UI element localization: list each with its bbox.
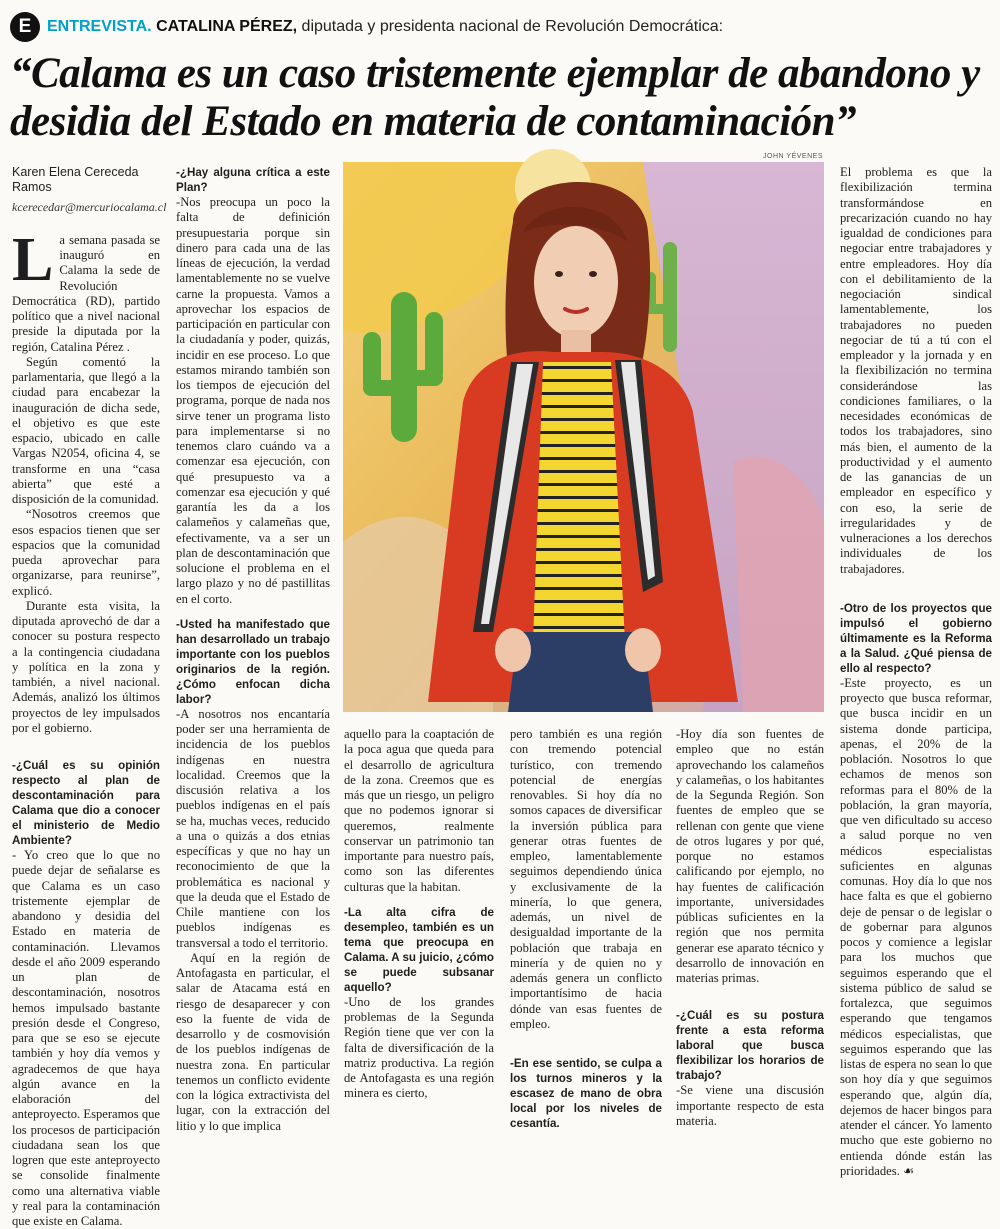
- paragraph: El problema es que la flexibilización termina transformándose en precarización cuando no hay igualdad de condiciones para negociar entre trabajadores y entre empleadores. Hoy día con el debilitamiento de la negociación sindical lamentablemente, los trabajadores no pueden negociar de tú a tú con el empleador y la jornada y en la flexibilización no termina considerándose las condiciones familiares, o la necesidades económicas de todos los trabajadores, sino más bien, el aumento de la productividad y el aumento de las ganancias de un empleador en específico y con eso, la serie de irregularidades y de vulneraciones a los derechos individuales de los trabajadores.: [840, 165, 992, 576]
- photo-credit: JOHN YÉVENES: [763, 153, 823, 160]
- answer: aquello para la coaptación de la poca agua que queda para el desarrollo de agricultura de la zona. Creemos que es más que un riesgo, un peligro que no podemos ignorar si queremos, realmente conservar un patrimonio tan importante para nuestro país, como son las diferentes culturas que la habitan.: [344, 727, 494, 894]
- article-header: [10, 10, 990, 44]
- question: -¿Hay alguna crítica a este Plan?: [176, 166, 330, 194]
- answer: -Nos preocupa un poco la falta de definición presupuestaria porque sin dinero para cada una de las líneas de ejecución, la verdad lamentablemente no se vuelve carne la propuesta. Vamos a aprovechar los espacios de participación en particular con la ciudadanía y poder, quizás, incidir en ese proceso. Lo que estamos mirando también son los tiempos de ejecución del programa, porque de nada nos sirve tener un programa listo para implementarse si no tenemos claro cuándo va a comenzar esa ejecución, con qué presupuesto va a comenzar esa ejecución y qué garantía les da a los calameños y calameñas que, efectivamente, va a ser un plan de descontaminación que solucione el problema en el largo plazo y no dé pastillitas en el corto.: [176, 195, 330, 606]
- section-label: ENTREVISTA.: [47, 18, 152, 35]
- question: -¿Cuál es su opinión respecto al plan de descontaminación para Calama que dio a conocer el ministerio de Medio Ambiente?: [12, 759, 160, 847]
- interviewee-role: diputada y presidenta nacional de Revolución Democrática:: [297, 18, 724, 35]
- question: -Otro de los proyectos que impulsó el gobierno últimamente es la Reforma a la Salud. ¿Qué piensa de ello al respecto?: [840, 601, 992, 675]
- answer: -Hoy día son fuentes de empleo que no están aprovechando los calameños y calameñas, o los habitantes de la Segunda Región. Son fuentes de empleo que se rellenan con gente que viene de otros lugares y por qué, porque no estamos calificando por ejemplo, no hay fuentes de calificación importante, universidades públicas suficientes en la región que nos permita generar ese aparato técnico y desarrollo de innovación en materias primas.: [676, 727, 824, 985]
- question: -Usted ha manifestado que han desarrollado un trabajo importante con los pueblos originarios de la región. ¿Cómo enfocan dicha labor?: [176, 617, 330, 706]
- column-5: [676, 727, 824, 1129]
- answer: -Se viene una discusión importante respecto de esta materia.: [676, 1083, 824, 1128]
- byline-author: Karen Elena Cereceda Ramos: [12, 165, 139, 195]
- lead-paragraph: La semana pasada se inauguró en Calama la sede de Revolución Democrática (RD), partido político que a nivel nacional preside la diputada por la región, Catalina Pérez .: [12, 225, 160, 354]
- kicker-line: [47, 18, 723, 36]
- paragraph: Durante esta visita, la diputada aprovechó de dar a conocer su postura respecto a la contingencia ciudadana y política en la zona y también, a nivel nacional. Además, analizó los últimos proyectos de ley impulsados por el gobierno.: [12, 598, 160, 735]
- answer: -Este proyecto, es un proyecto que busca reformar, que busca incidir en un sistema donde participa, apenas, el 20% de la población. Nosotros lo que echamos de menos son reformas para el 80% de la población, la gran mayoría, que ven dificultado su acceso a salud porque no ven médicos especialistas suficientes en algunas comunas. Hoy día lo que nos hace falta es que el gobierno deje de pensar o de legislar o de gobernar para algunos pocos y comience a legislar para los muchos que seguimos esperando que el sistema público de salud se fortalezca, que seguimos esperando que tengamos médicos especialistas, que seguimos esperando que las listas de espera no sean lo que son hoy día y que seguimos esperando que, algún día, dejemos de hacer bingos para atender el cáncer. Yo lamento mucho que este gobierno no entienda dónde están las prioridades. ☙: [840, 675, 992, 1178]
- dropcap: L: [12, 225, 54, 294]
- portrait-illustration: [343, 162, 824, 712]
- interviewee-name: CATALINA PÉREZ,: [156, 18, 298, 35]
- question: -En ese sentido, se culpa a los turnos mineros y la escasez de mano de obra local por los niveles de cesantía.: [510, 1057, 662, 1130]
- answer: pero también es una región con tremendo potencial turístico, con tremendo potencial de energías renovables. Si hoy día no somos capaces de diversificar la inversión pública para generar otras fuentes de empleo, lamentablemente seguimos dependiendo única y exclusivamente de la minería, lo que genera, además, un nivel de desigualdad importante de la población que trabaja en minería y de quien no y además genera un conflicto importantísimo de hacia dónde van esas fuentes de empleo.: [510, 727, 662, 1031]
- column-2: [176, 165, 330, 1134]
- answer: -A nosotros nos encantaría poder ser una herramienta de incidencia de los pueblos indígenas en nuestra localidad. Creemos que la discusión relativa a los pueblos indígenas en el país se ha, muchas veces, reducido a una o quizás a dos etnias específicas y que no hay un reconocimiento de que la problemática es nacional y que la deuda que el Estado de Chile mantiene con los pueblos indígenas es transversal a todo el territorio.: [176, 706, 330, 950]
- section-badge: E: [10, 12, 40, 42]
- portrait-photo: [343, 162, 824, 712]
- paragraph: Aquí en la región de Antofagasta en particular, el salar de Atacama está en riesgo de desaparecer y con eso la fuente de vida de desarrollo y de cosmovisión de los pueblos indígenas de nuestra zona. En particular tenemos un conflicto evidente con la lógica extractivista del lugar, con la extracción del litio y lo que implica: [176, 950, 330, 1133]
- question: -¿Cuál es su postura frente a esta reforma laboral que busca flexibilizar los horarios de trabajo?: [676, 1009, 824, 1083]
- byline-email: kcerecedar@mercuriocalama.cl: [12, 199, 167, 214]
- answer: -Uno de los grandes problemas de la Segunda Región tiene que ver con la falta de diversificación de la matriz productiva. La región de Antofagasta es una región minera es cierto,: [344, 994, 494, 1101]
- question: -La alta cifra de desempleo, también es un tema que preocupa en Calama. A su juicio, ¿cómo se puede subsanar aquello?: [344, 905, 494, 994]
- column-1: [12, 165, 167, 1229]
- paragraph: “Nosotros creemos que esos espacios tienen que ser espacios que la comunidad pueda aprovechar para organizarse, para reunirse”, explicó.: [12, 507, 160, 598]
- headline: “Calama es un caso tristemente ejemplar de abandono y desidia del Estado en materia de contaminación”: [10, 50, 980, 145]
- column-4: [510, 727, 662, 1131]
- column-6: [840, 165, 992, 1179]
- column-3: [344, 727, 494, 1102]
- answer: - Yo creo que lo que no puede dejar de señalarse es que Calama es un caso tristemente ejemplar de abandono y desidia del Estado en materia de contaminación. Llevamos desde el año 2009 esperando un plan de descontaminación, nosotros hemos impulsado bastante presión desde el Congreso, para que se eso se ejecute también y hoy día vemos y agradecemos de que haya algún avance en la elaboración del anteproyecto. Esperamos que los procesos de participación ciudadana sean los que logren que este anteproyecto se consolide finalmente como una alternativa viable y real para la contaminación que existe en Calama.: [12, 848, 160, 1228]
- paragraph: Según comentó la parlamentaria, que llegó a la ciudad para encabezar la inauguración de dicha sede, el objetivo es que este espacio, ubicado en calle Vargas N2054, oficina 4, se transforme en una “casa abierta” que esté a disposición de la comunidad.: [12, 354, 160, 506]
- end-of-article-mark: ☙: [902, 1163, 915, 1178]
